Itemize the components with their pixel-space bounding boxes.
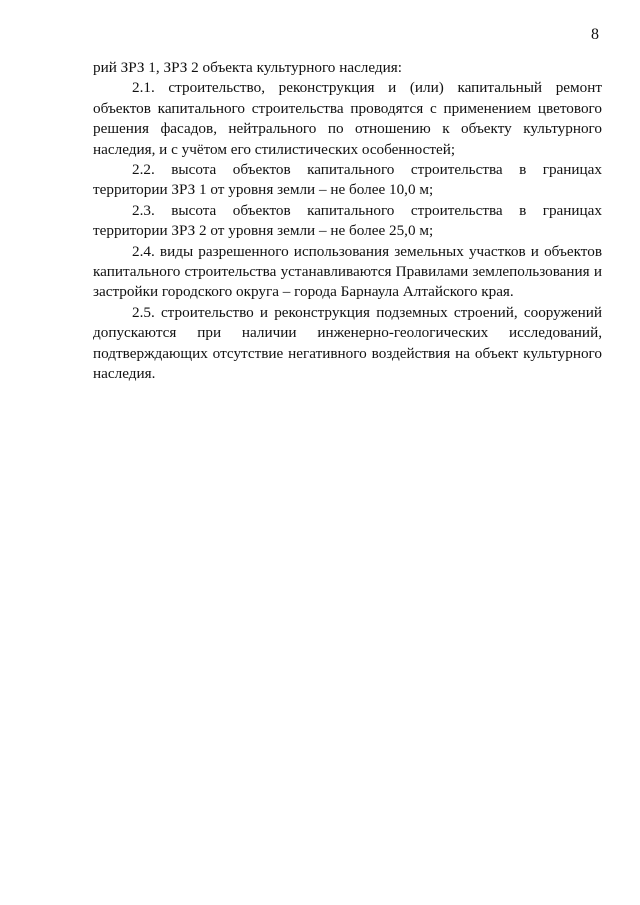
paragraph-2-1: 2.1. строительство, реконструкция и (или) капитальный ремонт объектов капитального строительства проводятся с применением цветового решения фасадов, нейтрального по отношению к объекту культурного наследия, и с учётом его стилистических особенностей;: [93, 79, 602, 158]
paragraph-continuation: рий ЗРЗ 1, ЗРЗ 2 объекта культурного наследия:: [93, 59, 402, 76]
paragraph-2-5: 2.5. строительство и реконструкция подземных строений, сооружений допускаются при наличии инженерно-геологических исследований, подтверждающих отсутствие негативного воздействия на объект культурного наследия.: [93, 303, 602, 383]
document-body: [93, 58, 602, 385]
paragraph-2-2: 2.2. высота объектов капитального строительства в границах территории ЗРЗ 1 от уровня земли – не более 10,0 м;: [93, 161, 602, 199]
paragraph-2-4: 2.4. виды разрешенного использования земельных участков и объектов капитального строительства устанавливаются Правилами землепользования и застройки городского округа – города Барнаула Алтайского края.: [93, 242, 602, 301]
paragraph-2-3: 2.3. высота объектов капитального строительства в границах территории ЗРЗ 2 от уровня земли – не более 25,0 м;: [93, 201, 602, 240]
page-number: 8: [591, 26, 599, 43]
